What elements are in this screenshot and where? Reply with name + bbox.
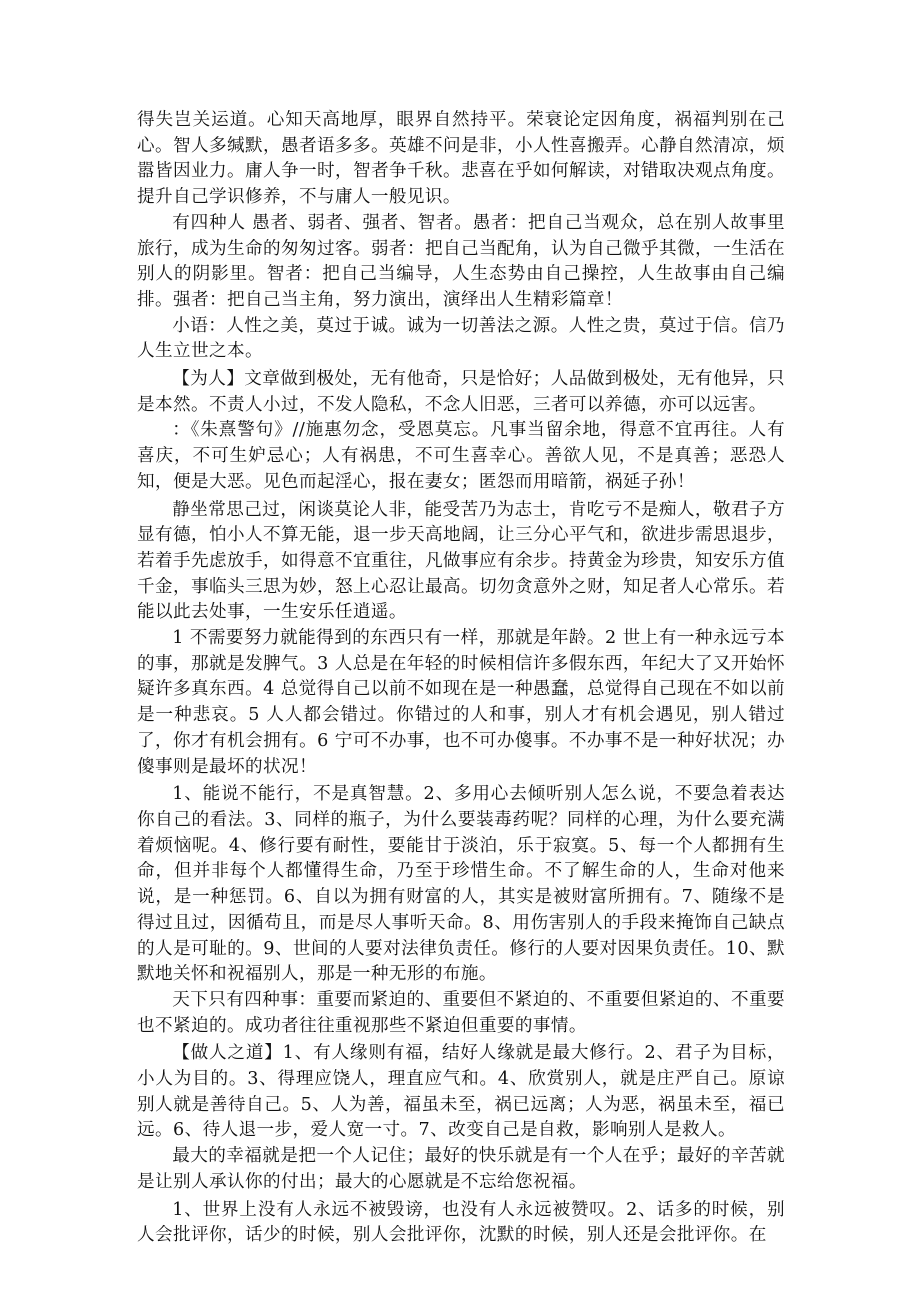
paragraph-3: 小语：人性之美，莫过于诚。诚为一切善法之源。人性之贵，莫过于信。信乃人生立世之本。 — [137, 315, 785, 362]
document-body — [137, 108, 785, 1249]
paragraph-11: 最大的幸福就是把一个人记住；最好的快乐就是有一个人在乎；最好的辛苦就是让别人承认你的付出；最大的心愿就是不忘给您祝福。 — [137, 1146, 785, 1192]
paragraph-9: 天下只有四种事：重要而紧迫的、重要但不紧迫的、不重要但紧迫的、不重要也不紧迫的。成功者往往重视那些不紧迫但重要的事情。 — [137, 989, 785, 1036]
paragraph-4: 【为人】文章做到极处，无有他奇，只是恰好；人品做到极处，无有他异，只是本然。不责人小过，不发人隐私，不念人旧恶，三者可以养德，亦可以远害。 — [137, 369, 785, 415]
paragraph-12: 1、世界上没有人永远不被毁谤，也没有人永远被赞叹。2、话多的时候，别人会批评你，话少的时候，别人会批评你，沈默的时候，别人还是会批评你。在 — [137, 1199, 785, 1246]
paragraph-8: 1、能说不能行，不是真智慧。2、多用心去倾听别人怎么说，不要急着表达你自己的看法。3、同样的瓶子，为什么要装毒药呢？同样的心理，为什么要充满着烦恼呢。4、修行要有耐性，要能甘于淡泊，乐于寂寞。5、每一个人都拥有生命，但并非每个人都懂得生命，乃至于珍惜生命。不了解生命的人，生命对他来说，是一种惩罚。6、自以为拥有财富的人，其实是被财富所拥有。7、随缘不是得过且过，因循苟且，而是尽人事听天命。8、用伤害别人的手段来掩饰自己缺点的人是可耻的。9、世间的人要对法律负责任。修行的人要对因果负责任。10、默默地关怀和祝福别人，那是一种无形的布施。 — [137, 784, 785, 985]
paragraph-2: 有四种人 愚者、弱者、强者、智者。愚者：把自己当观众，总在别人故事里旅行，成为生命的匆匆过客。弱者：把自己当配角，认为自己微乎其微，一生活在别人的阴影里。智者：把自己当编导，人生态势由自己操控，人生故事由自己编排。强者：把自己当主角，努力演出，演绎出人生精彩篇章！ — [137, 212, 785, 310]
paragraph-1: 得失岂关运道。心知天高地厚，眼界自然持平。荣衰论定因角度，祸福判别在己心。智人多缄默，愚者语多多。英雄不问是非，小人性喜搬弄。心静自然清凉，烦嚣皆因业力。庸人争一时，智者争千秋。悲喜在乎如何解读，对错取决观点角度。提升自己学识修养，不与庸人一般见识。 — [137, 110, 785, 208]
paragraph-7: 1 不需要努力就能得到的东西只有一样，那就是年龄。2 世上有一种永远亏本的事，那就是发脾气。3 人总是在年轻的时候相信许多假东西，年纪大了又开始怀疑许多真东西。4 总觉得自己以前不如现在是一种愚蠢，总觉得自己现在不如以前是一种悲哀。5 人人都会错过。你错过的人和事，别人才有机会遇见，别人错过了，你才有机会拥有。6 宁可不办事，也不可办傻事。不办事不是一种好状况；办傻事则是最坏的状况！ — [137, 628, 785, 777]
paragraph-10: 【做人之道】1、有人缘则有福，结好人缘就是最大修行。2、君子为目标，小人为目的。3、得理应饶人，理直应气和。4、欣赏别人，就是庄严自己。原谅别人就是善待自己。5、人为善，福虽未至，祸已远离；人为恶，祸虽未至，福已远。6、待人退一步，爱人宽一寸。7、改变自己是自救，影响别人是救人。 — [137, 1043, 785, 1141]
paragraph-6: 静坐常思己过，闲谈莫论人非，能受苦乃为志士，肯吃亏不是痴人，敬君子方显有德，怕小人不算无能，退一步天高地阔，让三分心平气和，欲进步需思退步，若着手先虑放手，如得意不宜重往，凡做事应有余步。持黄金为珍贵，知安乐方值千金，事临头三思为妙，怒上心忍让最高。切勿贪意外之财，知足者人心常乐。若能以此去处事，一生安乐任逍遥。 — [137, 499, 785, 623]
paragraph-5: ：《朱熹警句》//施惠勿念，受恩莫忘。凡事当留余地，得意不宜再往。人有喜庆，不可生妒忌心；人有祸患，不可生喜幸心。善欲人见，不是真善；恶恐人知，便是大恶。见色而起淫心，报在妻女；匿怨而用暗箭，祸延子孙！ — [137, 420, 785, 492]
